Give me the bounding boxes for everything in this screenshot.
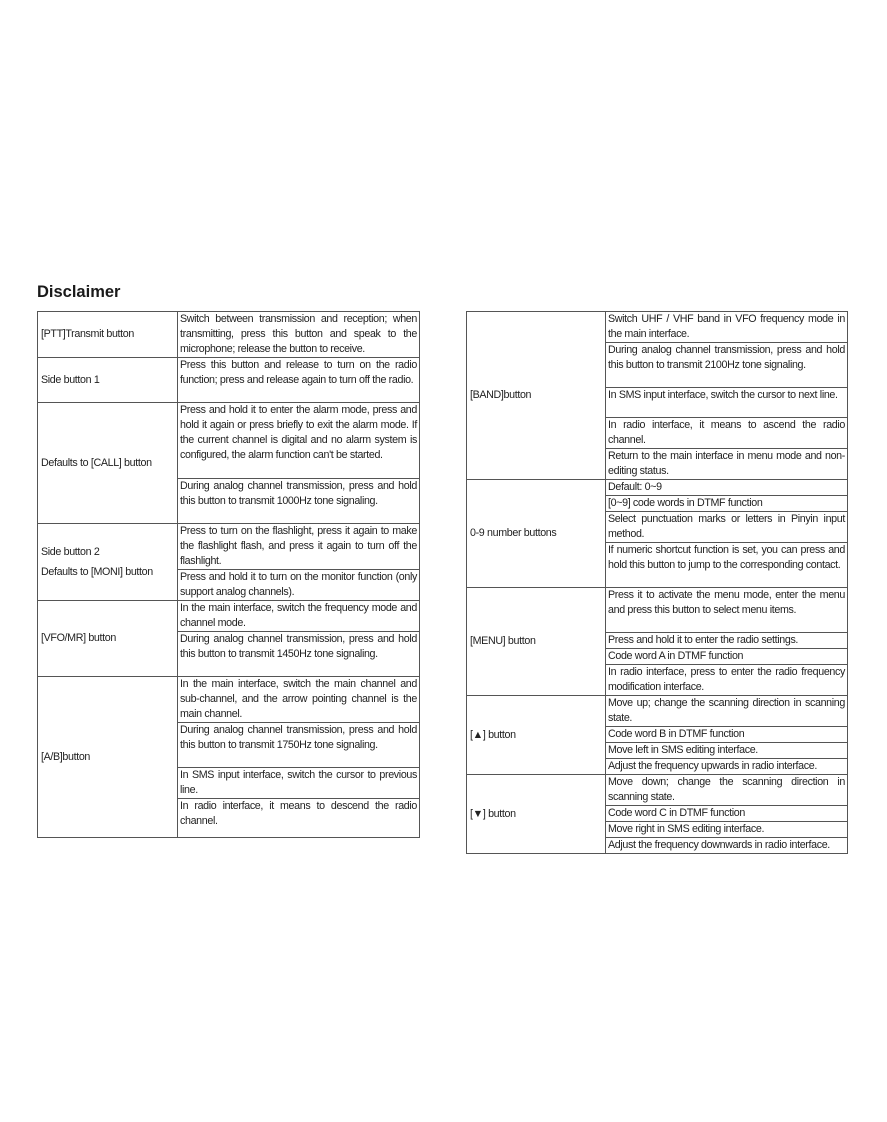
band-description-radio: In radio interface, it means to ascend the radio channel. bbox=[606, 418, 848, 449]
table-row bbox=[38, 677, 420, 723]
table-row bbox=[467, 588, 848, 633]
ab-description-radio: In radio interface, it means to descend the radio channel. bbox=[178, 799, 420, 838]
down-description-radio: Adjust the frequency downwards in radio interface. bbox=[606, 838, 848, 854]
menu-description-dtmf: Code word A in DTMF function bbox=[606, 649, 848, 665]
ab-description-tone: During analog channel transmission, press and hold this button to transmit 1750Hz tone signaling. bbox=[178, 723, 420, 768]
down-description-move: Move down; change the scanning direction in scanning state. bbox=[606, 775, 848, 806]
up-description-sms: Move left in SMS editing interface. bbox=[606, 743, 848, 759]
band-description-switch: Switch UHF / VHF band in VFO frequency mode in the main interface. bbox=[606, 312, 848, 343]
number-description-pinyin: Select punctuation marks or letters in Pinyin input method. bbox=[606, 512, 848, 543]
ptt-description: Switch between transmission and reception; when transmitting, press this button and speak to the microphone; release the button to receive. bbox=[178, 312, 420, 358]
menu-description-settings: Press and hold it to enter the radio settings. bbox=[606, 633, 848, 649]
table-row bbox=[38, 524, 420, 570]
band-description-return: Return to the main interface in menu mode and non-editing status. bbox=[606, 449, 848, 480]
number-description-default: Default: 0~9 bbox=[606, 480, 848, 496]
table-row bbox=[467, 480, 848, 496]
table-row bbox=[467, 696, 848, 727]
side-button-1-label: Side button 1 bbox=[38, 358, 178, 403]
up-description-dtmf: Code word B in DTMF function bbox=[606, 727, 848, 743]
ab-description-sms: In SMS input interface, switch the cursor to previous line. bbox=[178, 768, 420, 799]
menu-button-label: [MENU] button bbox=[467, 588, 606, 696]
vfo-mr-description-tone: During analog channel transmission, press and hold this button to transmit 1450Hz tone signaling. bbox=[178, 632, 420, 677]
call-button-label: Defaults to [CALL] button bbox=[38, 403, 178, 524]
band-description-sms: In SMS input interface, switch the cursor to next line. bbox=[606, 388, 848, 418]
table-row bbox=[38, 601, 420, 632]
right-button-table bbox=[466, 311, 848, 854]
table-row bbox=[467, 312, 848, 343]
up-button-label: [▲] button bbox=[467, 696, 606, 775]
ab-description-channel: In the main interface, switch the main channel and sub-channel, and the arrow pointing channel is the main channel. bbox=[178, 677, 420, 723]
table-row bbox=[38, 312, 420, 358]
call-description-alarm: Press and hold it to enter the alarm mode, press and hold it again or press briefly to exit the alarm mode. If the current channel is digital and no alarm system is configured, the alarm function can't be started. bbox=[178, 403, 420, 479]
band-button-label: [BAND]button bbox=[467, 312, 606, 480]
menu-description-radio: In radio interface, press to enter the radio frequency modification interface. bbox=[606, 665, 848, 696]
page-title: Disclaimer bbox=[37, 283, 121, 301]
side-button-2-description-monitor: Press and hold it to turn on the monitor function (only support analog channels). bbox=[178, 570, 420, 601]
down-description-dtmf: Code word C in DTMF function bbox=[606, 806, 848, 822]
menu-description-activate: Press it to activate the menu mode, enter the menu and press this button to select menu items. bbox=[606, 588, 848, 633]
side-button-1-description: Press this button and release to turn on the radio function; press and release again to turn off the radio. bbox=[178, 358, 420, 403]
down-button-label: [▼] button bbox=[467, 775, 606, 854]
down-description-sms: Move right in SMS editing interface. bbox=[606, 822, 848, 838]
band-description-tone: During analog channel transmission, press and hold this button to transmit 2100Hz tone signaling. bbox=[606, 343, 848, 388]
side-button-2-cell bbox=[38, 524, 178, 601]
table-row bbox=[467, 775, 848, 806]
ptt-button-label: [PTT]Transmit button bbox=[38, 312, 178, 358]
number-description-shortcut: If numeric shortcut function is set, you can press and hold this button to jump to the corresponding contact. bbox=[606, 543, 848, 588]
side-button-2-description-flashlight: Press to turn on the flashlight, press it again to make the flashlight flash, and press it again to turn off the flashlight. bbox=[178, 524, 420, 570]
table-row bbox=[38, 403, 420, 479]
left-button-table bbox=[37, 311, 420, 838]
number-description-dtmf: [0~9] code words in DTMF function bbox=[606, 496, 848, 512]
side-button-2-label: Side button 2 bbox=[41, 545, 100, 558]
up-description-move: Move up; change the scanning direction in scanning state. bbox=[606, 696, 848, 727]
ab-button-label: [A/B]button bbox=[38, 677, 178, 838]
call-description-tone: During analog channel transmission, press and hold this button to transmit 1000Hz tone signaling. bbox=[178, 479, 420, 524]
up-description-radio: Adjust the frequency upwards in radio interface. bbox=[606, 759, 848, 775]
vfo-mr-description-mode: In the main interface, switch the frequency mode and channel mode. bbox=[178, 601, 420, 632]
moni-button-label: Defaults to [MONI] button bbox=[41, 565, 153, 578]
vfo-mr-button-label: [VFO/MR] button bbox=[38, 601, 178, 677]
table-row bbox=[38, 358, 420, 403]
number-buttons-label: 0-9 number buttons bbox=[467, 480, 606, 588]
